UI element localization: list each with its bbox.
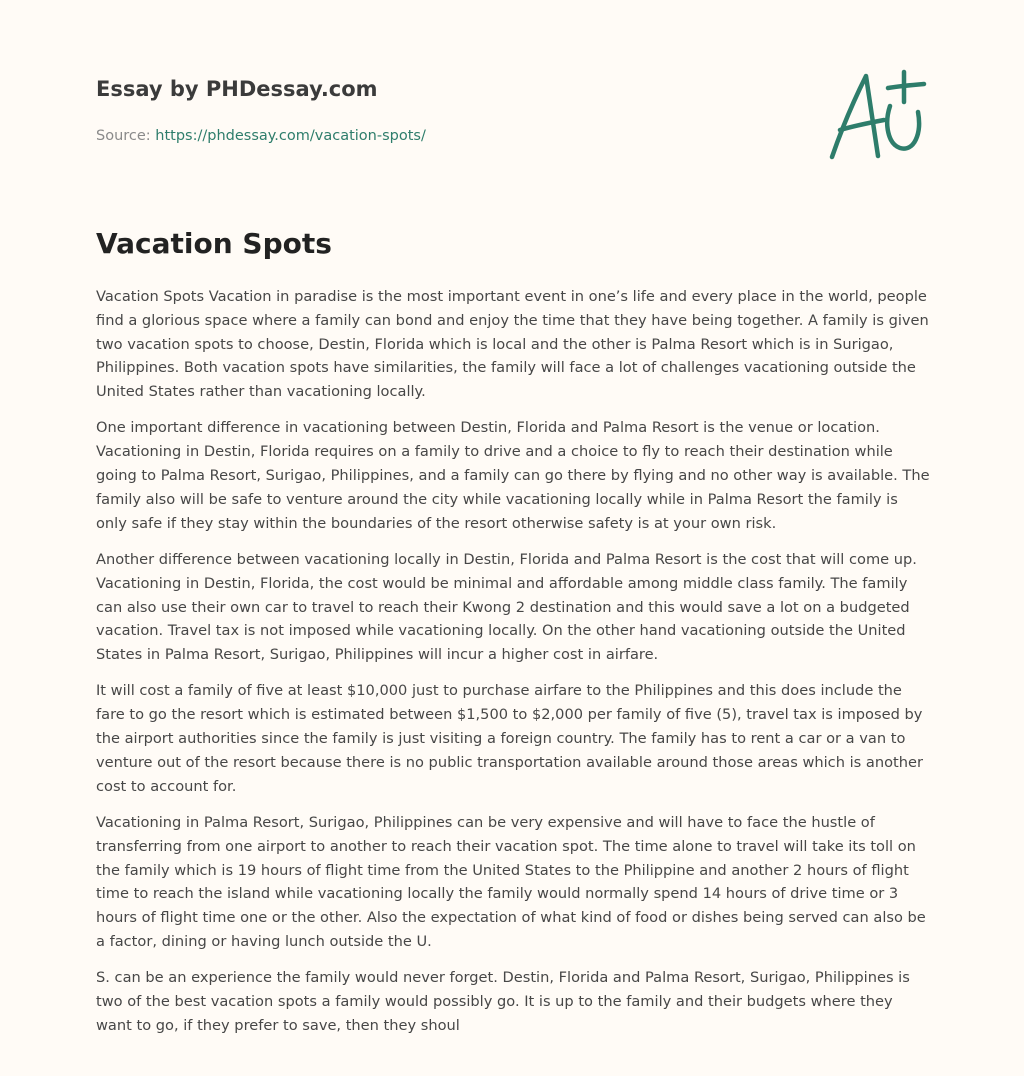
essay-paragraph: One important difference in vacationing between Destin, Florida and Palma Resort is the venue or location. Vacationing in Destin, Florida requires on a family to drive and a choice to fly to reach their destination while going to Palma Resort, Surigao, Philippines, and a family can go there by flying and no other way is available. The family also will be safe to venture around the city while vacationing locally while in Palma Resort the family is only safe if they stay within the boundaries of the resort otherwise safety is at your own risk. [96, 419, 930, 532]
essay-paragraph: S. can be an experience the family would never forget. Destin, Florida and Palma Resort, Surigao, Philippines is two of the best vacation spots a family would possibly go. It is up to the family and their budgets where they want to go, if they prefer to save, then they shoul [96, 969, 910, 1034]
source-line [96, 126, 928, 146]
essay-title: Vacation Spots [96, 227, 332, 260]
a-plus-logo-icon [824, 68, 928, 164]
essay-paragraph: Vacationing in Palma Resort, Surigao, Philippines can be very expensive and will have to face the hustle of transferring from one airport to another to reach their vacation spot. The time alone to travel will take its toll on the family which is 19 hours of flight time from the United States to the Philippine and another 2 hours of flight time to reach the island while vacationing locally the family would normally spend 14 hours of drive time or 3 hours of flight time one or the other. Also the expectation of what kind of food or dishes being served can also be a factor, dining or having lunch outside the U. [96, 813, 926, 950]
brand-title: Essay by PHDessay.com [96, 77, 378, 101]
source-link[interactable]: https://phdessay.com/vacation-spots/ [155, 128, 426, 144]
source-label: Source: [96, 128, 151, 144]
essay-paragraph: Another difference between vacationing locally in Destin, Florida and Palma Resort is the cost that will come up. Vacationing in Destin, Florida, the cost would be minimal and affordable among middle class family. The family can also use their own car to travel to reach their Kwong 2 destination and this would save a lot on a budgeted vacation. Travel tax is not imposed while vacationing locally. On the other hand vacationing outside the United States in Palma Resort, Surigao, Philippines will incur a higher cost in airfare. [96, 550, 917, 664]
essay-paragraph: Vacation Spots Vacation in paradise is the most important event in one’s life and every place in the world, people find a glorious space where a family can bond and enjoy the time that they have being together. A family is given two vacation spots to choose, Destin, Florida which is local and the other is Palma Resort which is in Surigao, Philippines. Both vacation spots have similarities, the family will face a lot of challenges vacationing outside the United States rather than vacationing locally. [96, 288, 929, 401]
essay-paragraph: It will cost a family of five at least $10,000 just to purchase airfare to the Philippines and this does include the fare to go the resort which is estimated between $1,500 to $2,000 per family of five (5), travel tax is imposed by the airport authorities since the family is just visiting a foreign country. The family has to rent a car or a van to venture out of the resort because there is no public transportation available around those areas which is another cost to account for. [96, 682, 923, 795]
page-header [96, 72, 928, 172]
essay-body [96, 285, 931, 1050]
